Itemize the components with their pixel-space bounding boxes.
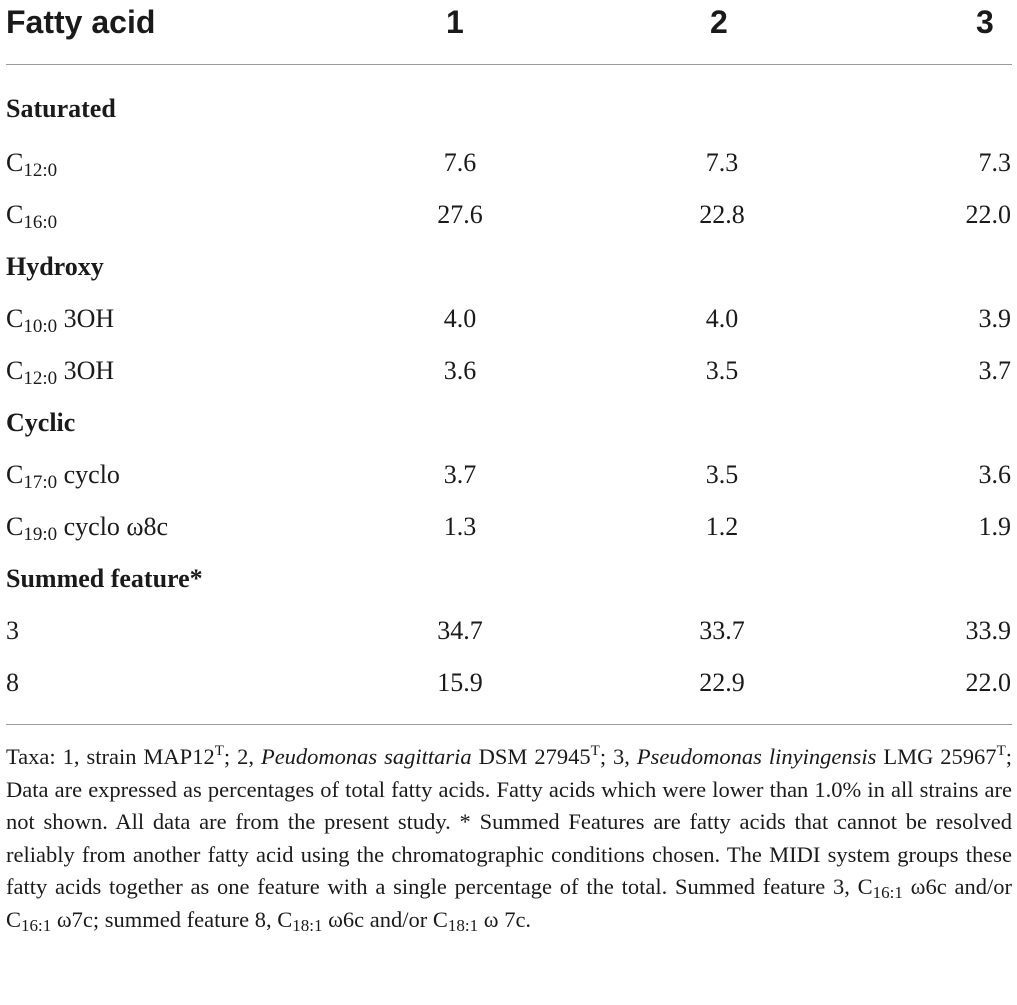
cell-value: 33.9 (965, 616, 1011, 645)
footer-rule (6, 724, 1012, 725)
row-label: $C_{10:0}$ 3OH (6, 304, 115, 337)
table-row (0, 354, 1017, 388)
table-header (0, 0, 1017, 50)
section-title-saturated: Saturated (6, 94, 116, 123)
section-title-cyclic: Cyclic (6, 408, 76, 437)
table-footnote: Taxa: 1, strain $MAP12^T$; 2, Peudomonas sagittaria DSM $27945^T$; 3, Pseudomonas linyingensis LMG $25967^T$; Data are expressed as percentages of total fatty acids. Fatty acids which were lower than 1.0% in all strains are not shown. All data are from the present study. * Summed Features are fatty acids that cannot be resolved reliably from another fatty acid using the chromatographic conditions chosen. The MIDI system groups these fatty acids together as one feature with a single percentage of the total. Summed feature 3, $C_{16:1}$ ω6c and/or $C_{16:1}$ ω7c; summed feature 8, $C_{18:1}$ ω6c and/or $C_{18:1}$ ω 7c. (6, 743, 1012, 935)
row-label: $C_{19:0}$ cyclo ω8c (6, 512, 169, 545)
cell-value: 22.0 (965, 200, 1011, 229)
cell-value: 33.7 (699, 616, 745, 645)
row-label: 8 (6, 668, 19, 697)
cell-value: 27.6 (437, 200, 483, 229)
section-title-summed-feature: Summed feature* (6, 564, 203, 593)
column-header-3: 3 (976, 4, 994, 40)
cell-value: 15.9 (437, 668, 483, 697)
cell-value: 3.6 (443, 356, 477, 385)
cell-value: 22.9 (699, 668, 745, 697)
table-row (0, 666, 1017, 700)
table-row (0, 614, 1017, 648)
cell-value: 7.3 (978, 148, 1011, 177)
cell-value: 22.8 (699, 200, 745, 229)
table-row (0, 198, 1017, 232)
cell-value: 3.5 (705, 356, 739, 385)
row-label: 3 (6, 616, 19, 645)
cell-value: 4.0 (443, 304, 477, 333)
cell-value: 22.0 (965, 668, 1011, 697)
cell-value: 3.7 (978, 356, 1011, 385)
table-row (0, 146, 1017, 180)
section-title-hydroxy: Hydroxy (6, 252, 104, 281)
cell-value: 3.5 (705, 460, 739, 489)
cell-value: 4.0 (705, 304, 739, 333)
column-header-2: 2 (710, 4, 728, 40)
table-row (0, 302, 1017, 336)
table-row (0, 458, 1017, 492)
cell-value: 3.7 (443, 460, 477, 489)
cell-value: 3.6 (978, 460, 1011, 489)
cell-value: 3.9 (978, 304, 1011, 333)
row-label: $C_{12:0}$ 3OH (6, 356, 115, 389)
header-rule (6, 64, 1012, 65)
column-header-1: 1 (446, 4, 464, 40)
table-row (0, 510, 1017, 544)
cell-value: 7.6 (443, 148, 477, 177)
species-name: Pseudomonas linyingensis (636, 744, 877, 769)
species-name: Peudomonas sagittaria (260, 744, 472, 769)
row-label: $C_{12:0}$ (6, 148, 58, 181)
cell-value: 1.9 (978, 512, 1011, 541)
row-label: $C_{17:0}$ cyclo (6, 460, 120, 493)
cell-value: 1.3 (443, 512, 477, 541)
cell-value: 1.2 (705, 512, 739, 541)
cell-value: 34.7 (437, 616, 483, 645)
row-label: $C_{16:0}$ (6, 200, 58, 233)
cell-value: 7.3 (705, 148, 739, 177)
column-header-fatty-acid: Fatty acid (6, 4, 156, 40)
